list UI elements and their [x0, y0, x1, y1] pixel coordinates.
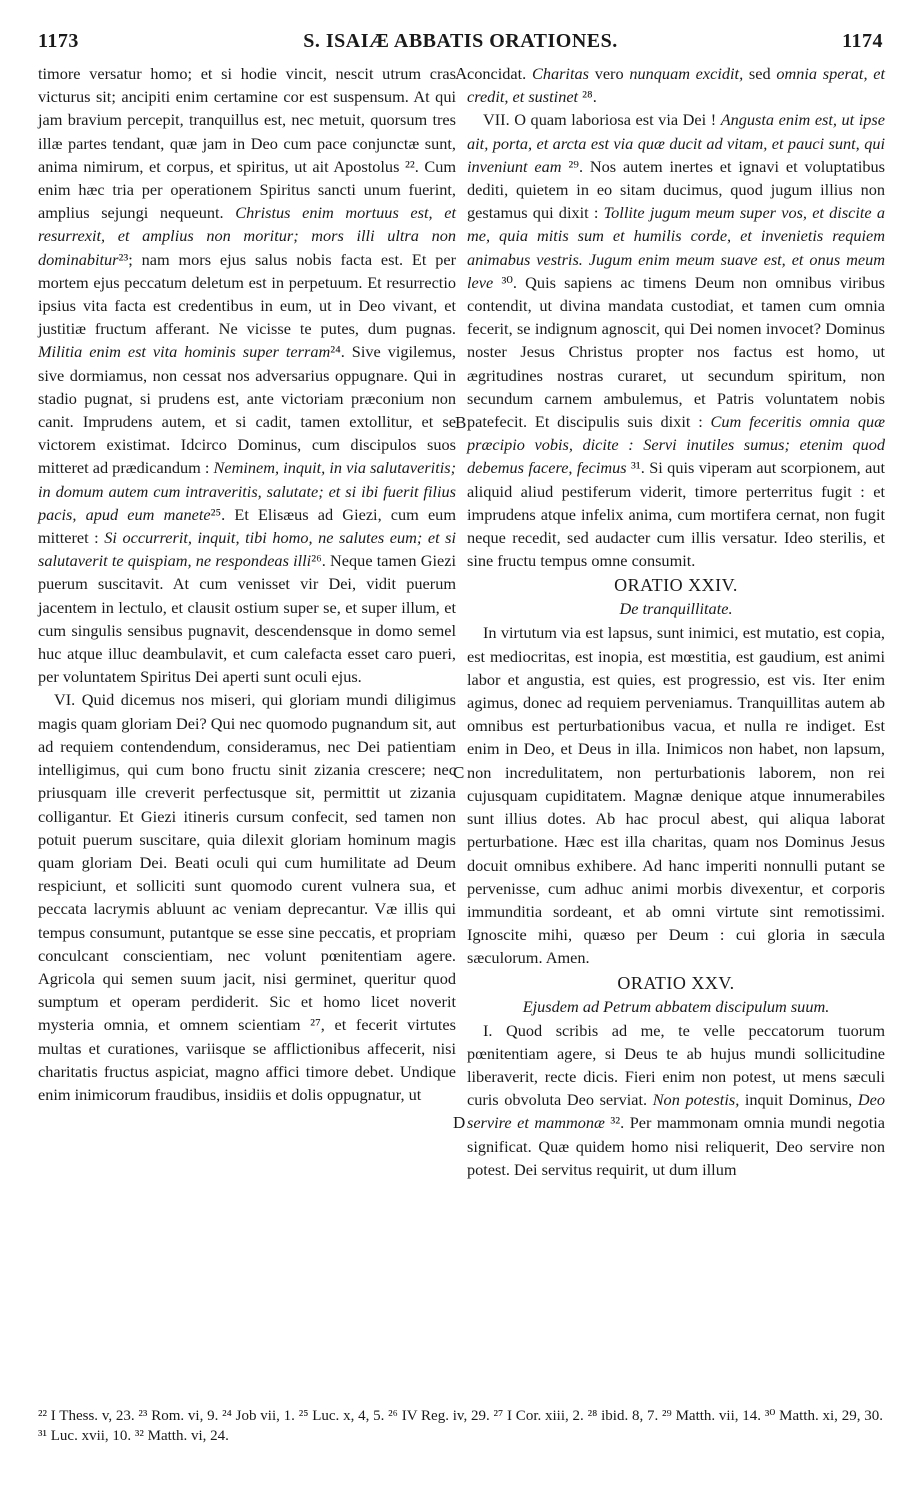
margin-marker-a: A	[455, 64, 468, 83]
scripture-quote: omnia sperat, et credit, et sustinet	[467, 64, 885, 107]
page-header	[38, 30, 883, 58]
text-run: vero	[588, 64, 630, 83]
paragraph-oration-25	[467, 1019, 885, 1181]
scripture-quote: Neminem, inquit, in via salutaveritis; in domum autem cum intraveritis, salutate; et si ibi fuerit filius pacis, apud eum manete	[38, 458, 456, 524]
footnotes: ²² I Thess. v, 23. ²³ Rom. vi, 9. ²⁴ Job vii, 1. ²⁵ Luc. x, 4, 5. ²⁶ IV Reg. iv, 29. ²⁷ I Cor. xiii, 2. ²⁸ ibid. 8, 7. ²⁹ Matth. vii, 14. ³⁰ Matth. xi, 29, 30. ³¹ Luc. xvii, 10. ³² Matth. vi, 24.	[38, 1408, 883, 1444]
text-run: ²³; nam mors ejus salus nobis facta est. Et per mortem ejus peccatum deletum est in perpetuum. Et resurrectio ipsius vita facta est credentibus in eum, ut in Deo vivant, et justitiæ fructum afferant. Ne vicisse te putes, dum pugnas.	[38, 249, 456, 339]
oration-subtitle-25: Ejusdem ad Petrum abbatem discipulum suum.	[522, 996, 830, 1016]
text-run: VII. O quam laboriosa est via Dei !	[483, 110, 717, 130]
scripture-quote: Deo servire et mammonæ	[467, 1090, 885, 1133]
text-run: inquit Dominus,	[739, 1090, 858, 1110]
text-run: ²⁹. Nos autem inertes et ignavi et voluptatibus dediti, quietem in eo sitam ducimus, quod jugum illius non gestamus qui dixit :	[467, 156, 885, 223]
left-column	[38, 62, 456, 1106]
right-column	[467, 62, 885, 1181]
scripture-quote: Christus enim mortuus est, et resurrexit, et amplius non moritur; mors illi ultra non dominabitur	[38, 203, 456, 269]
scripture-quote: Non potestis,	[652, 1090, 740, 1110]
running-title: S. ISAIÆ ABBATIS ORATIONES.	[303, 30, 618, 52]
oration-heading-25: ORATIO XXV.	[617, 972, 735, 993]
scripture-quote: Charitas	[531, 64, 589, 83]
text-run: ³⁰. Quis sapiens ac timens Deum non omnibus viribus contendit, ut divina mandata custodiat, et tamen cum omnia fecerit, se indignum agnoscit, qui Dei nomen invocet? Dominus noster Jesus Christus propter nos factus est homo, ut ægritudines nostras curaret, ut secundum spiritum, non secundum carnem ambulemus, et Patris voluntatem nobis patefecit. Et discipulis suis dixit :	[467, 272, 885, 432]
page-number-left: 1173	[38, 30, 79, 52]
text-run: ³². Per mammonam omnia mundi negotia significat. Quæ quidem homo nisi reliquerit, Deo servire non potest. Dei servitus requirit, ut dum illum	[467, 1113, 885, 1179]
scripture-quote: Militia enim est vita hominis super terram	[38, 342, 331, 362]
text-run: ²⁸.	[578, 87, 597, 107]
scripture-quote: Tollite jugum meum super vos, et discite a me, quia mitis sum et humilis corde, et invenietis requiem animabus vestris. Jugum enim meum suave est, et onus meum leve	[467, 203, 885, 292]
text-run: ³¹. Si quis viperam aut scorpionem, aut aliquid aliud pestiferum viderit, timore perterritus fugit : et imprudens atque infelix anima, cum mortifera cernat, non fugit neque recedit, sed audacter cum illis versatur. Ideo sterilis, et sine fructu tempus omne consumit.	[467, 458, 885, 571]
scripture-quote: nunquam excidit,	[629, 64, 744, 83]
scripture-quote: Cum feceritis omnia quæ præcipio vobis, dicite : Servi inutiles sumus; etenim quod debemus facere, fecimus	[467, 412, 885, 478]
paragraph-section-vii	[467, 108, 885, 572]
margin-marker-b: B	[455, 413, 467, 432]
paragraph-section-vi: VI. Quid dicemus nos miseri, qui gloriam mundi diligimus magis quam gloriam Dei? Qui nec quomodo pugnandum sit, aut ad requiem contendendum, consideramus, nec Dei patientiam intelligimus, qui cum bono fructu sinit zizania crescere; nec priusquam ille creverit perfectusque sit, permittit ut zizania colligantur. Et Giezi itineris cursum confecit, sed tamen non potuit puerum suscitare, quia dilexit gloriam hominum magis quam gloriam Dei. Beati oculi qui cum humilitate ad Deum respiciunt, et solliciti sunt quomodo curent vulnera sua, et peccata lacrymis abluunt ac veniam deprecantur. Væ illis qui tempus consumunt, putantque se esse sine peccatis, et propriam conculcant conscientiam, nec volunt pœnitentiam agere. Agricola qui semen suum jacit, nisi germinet, queritur quod sumptum et operam perdiderit. Sic et homo licet noverit mysteria omnia, et omnem scientiam ²⁷, et fecerit virtutes multas et curationes, variisque se afflictionibus affecerit, nisi charitatis fructus aspiciat, magno affici timore debet. Undique enim inimicorum fraudibus, insidiis et dolis oppugnatur, ut	[38, 690, 456, 1104]
scripture-quote: Angusta enim est, ut ipse ait, porta, et arcta est via quæ ducit ad vitam, et pauci sunt, qui inveniunt eam	[467, 110, 885, 176]
text-run: I. Quod scribis ad me, te velle peccatorum tuorum pœnitentiam agere, si Deus te ab hujus mundi sollicitudine liberaverit, recte dicis. Fieri enim non potest, ut mens sæculi curis obvoluta Deo serviat.	[467, 1020, 885, 1110]
text-run: sed	[743, 64, 777, 83]
paragraph-oration-24: In virtutum via est lapsus, sunt inimici, est mutatio, est copia, est mediocritas, est inopia, est mœstitia, est gaudium, est animi labor et angustia, est quies, est progressio, est vis. Iter enim agimus, donec ad requiem perveniamus. Tranquillitas autem ab omnibus est perturbationibus vacua, et nulla re indiget. Est enim in Deo, et Deus in illa. Inimicos non habet, non lapsum, non incredulitatem, non perturbationis laborem, non rei cujusquam cupiditatem. Magnæ denique atque innumerabiles sunt illius dotes. Ab hac procul abest, qui aliqua laborat perturbatione. Hæc est illa charitas, quam nos Dominus Jesus docuit omnibus exhibere. Ad hanc imperiti nonnulli putant se pervenisse, cum adhuc animi morbis divexentur, et corporis immunditia sordeant, et ab omni virtute sint remotissimi. Ignoscite mihi, quæso per Deum : cui gloria in sæcula sæculorum. Amen.	[467, 623, 885, 968]
paragraph	[467, 62, 885, 108]
scripture-quote: Si occurrerit, inquit, tibi homo, ne salutes eum; et si salutaverit te quispiam, ne respondeas illi	[38, 528, 456, 571]
text-run: ²⁵. Et Elisæus ad Giezi, cum eum mitteret :	[38, 504, 456, 548]
text-run: concidat.	[467, 64, 527, 83]
page-number-right: 1174	[842, 30, 883, 52]
oration-subtitle-24: De tranquillitate.	[619, 599, 733, 619]
oration-heading-24: ORATIO XXIV.	[614, 575, 738, 596]
text-run: ²⁴. Sive vigilemus, sive dormiamus, non cessat nos adversarius oppugnare. Qui in stadio pugnat, si prudens est, ante victoriam præconium non canit. Imprudens autem, et si cadit, tamen extollitur, et se victorem existimat. Idcirco Dominus, cum discipulos suos mitteret ad prædicandum :	[38, 342, 456, 478]
text-run: ²⁶. Neque tamen Giezi puerum suscitavit. At cum venisset vir Dei, vidit puerum jacentem in lectulo, et clausit ostium super se, et super illum, et cum singulis sensibus pugnavit, descendensque in domo semel huc atque illuc deambulavit, et cum calefacta esset caro pueri, per voluntatem Spiritus Dei aperti sunt oculi ejus.	[38, 551, 456, 687]
margin-marker-c: C	[453, 763, 465, 782]
text-run: timore versatur homo; et si hodie vincit, nescit utrum cras victurus sit; ancipiti enim certamine cor est suspensum. At qui jam bravium percepit, tranquillus est, nec metuit, quorsum tres illæ partes tendant, quæ jam in Deo cum pace conjunctæ sunt, anima nimirum, et corpus, et spiritus, ut ait Apostolus ²². Cum enim hæc tria per operationem Spiritus sancti unum fuerint, amplius sejungi nequeunt.	[38, 64, 456, 223]
margin-marker-d: D	[453, 1113, 466, 1132]
paragraph	[38, 62, 456, 688]
